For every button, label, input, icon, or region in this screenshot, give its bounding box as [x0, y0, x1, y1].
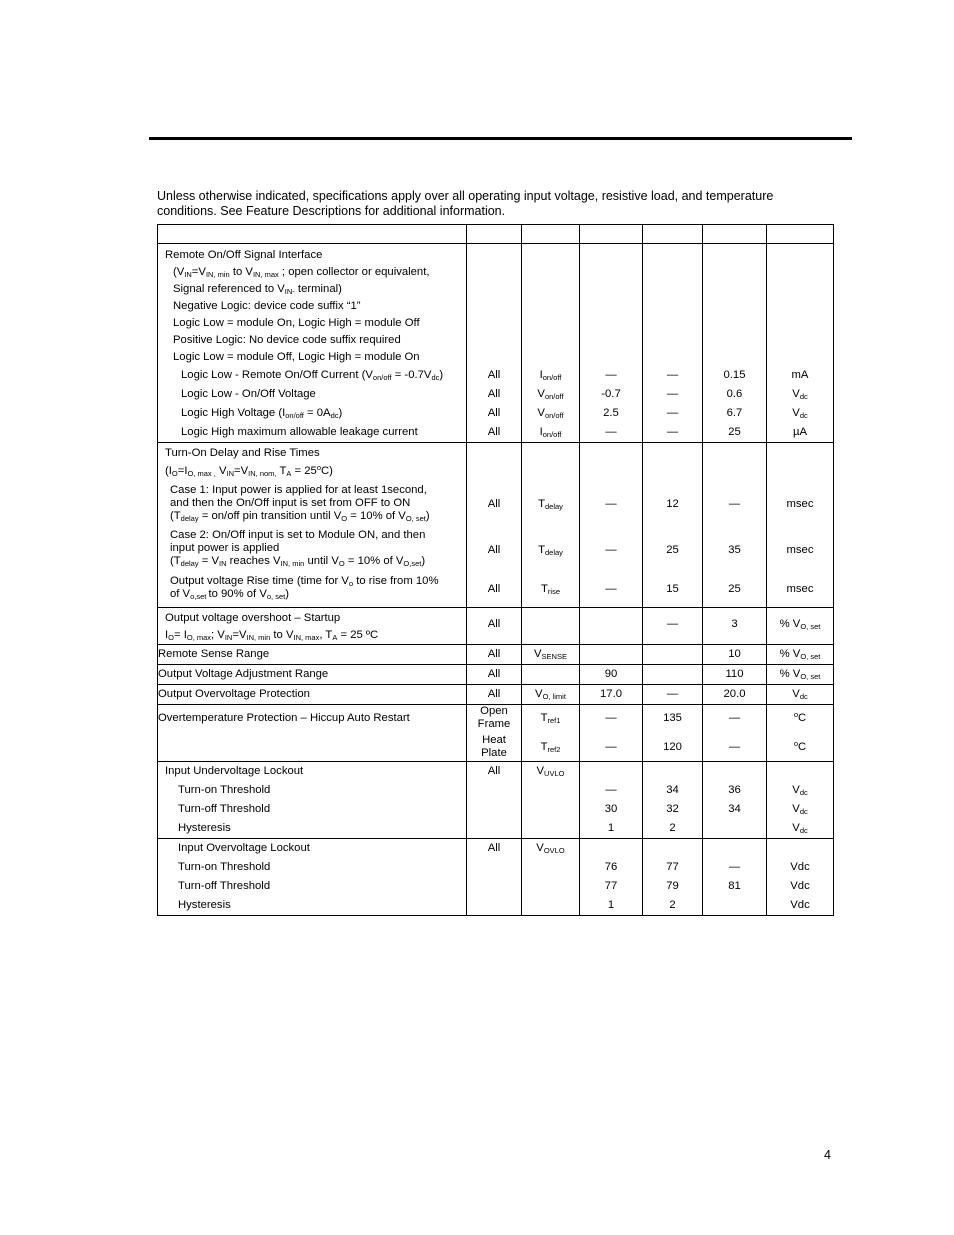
- adjustment-range-parameter: Output Voltage Adjustment Range: [158, 665, 467, 685]
- header-symbol: [522, 225, 580, 244]
- logic-low-current-label: Logic Low - Remote On/Off Current $(V_{on/off} = -0.7V_{dc})$: [181, 369, 444, 382]
- ovlo-max: — 81: [703, 839, 767, 916]
- overshoot-title: Output voltage overshoot – Startup: [165, 612, 341, 624]
- remote-onoff-conditions: ($V_{IN}=V_{IN, min}$ to $V_{IN, max}$ ; open collector or equivalent,: [173, 266, 430, 279]
- header-min: [580, 225, 643, 244]
- turn-on-delay-typ: 12 25 15: [643, 443, 703, 608]
- ovlo-turn-off-label: Turn-off Threshold: [178, 880, 271, 892]
- turn-on-delay-title: Turn-On Delay and Rise Times: [165, 447, 320, 459]
- overshoot-parameter: [158, 608, 467, 645]
- remote-sense-unit: % $V_{O, set}$: [767, 645, 834, 665]
- page-number: 4: [824, 1148, 831, 1162]
- overtemperature-max: — —: [703, 705, 767, 762]
- remote-sense-symbol: $V_{SENSE}$: [522, 645, 580, 665]
- remote-onoff-reference: Signal referenced to $V_{IN-}$ terminal): [173, 283, 342, 296]
- remote-sense-parameter: Remote Sense Range: [158, 645, 467, 665]
- header-parameter: [158, 225, 467, 244]
- overvoltage-protection-parameter: Output Overvoltage Protection: [158, 685, 467, 705]
- turn-on-delay-device: All All All: [467, 443, 522, 608]
- uvlo-turn-on-label: Turn-on Threshold: [178, 784, 271, 796]
- remote-sense-typ: [643, 645, 703, 665]
- adjustment-range-max: 110: [703, 665, 767, 685]
- overtemperature-symbol: $T_{ref1}$ $T_{ref2}$: [522, 705, 580, 762]
- remote-sense-row: [158, 645, 834, 665]
- overvoltage-protection-max: 20.0: [703, 685, 767, 705]
- uvlo-min: — 30 1: [580, 762, 643, 839]
- uvlo-device: All: [467, 762, 522, 839]
- turn-on-delay-symbol: $T_{delay}$ $T_{delay}$ $T_{rise}$: [522, 443, 580, 608]
- logic-high-leakage-label: Logic High maximum allowable leakage current: [181, 426, 418, 438]
- overvoltage-protection-device: All: [467, 685, 522, 705]
- case-1-description: Case 1: Input power is applied for at least 1second, and then the On/Off input is set from OFF to ON ($T_{delay} = on/off$ pin transition until $V_O = 10\%$ of $V_{O, set}$): [170, 484, 430, 523]
- ovlo-device: All: [467, 839, 522, 916]
- remote-onoff-title: Remote On/Off Signal Interface: [165, 249, 323, 261]
- header-row: [158, 225, 834, 244]
- positive-logic-levels: Logic Low = module Off, Logic High = module On: [173, 351, 420, 363]
- overshoot-section: [158, 608, 834, 645]
- logic-high-voltage-label: Logic High Voltage $(I_{on/off} = 0A_{dc})$: [181, 407, 343, 420]
- logic-low-voltage-label: Logic Low - On/Off Voltage: [181, 388, 316, 400]
- overshoot-unit: % $V_{O, set}$: [767, 608, 834, 645]
- turn-on-delay-conditions: ($I_O=I_{O, max ,}$ $V_{IN}=V_{IN, nom,}$ $T_A = 25^oC$): [165, 463, 333, 478]
- uvlo-unit: $V_{dc}$ $V_{dc}$ $V_{dc}$: [767, 762, 834, 839]
- remote-onoff-parameter: [158, 244, 467, 443]
- rise-time-description: Output voltage Rise time (time for $V_o$ to rise from 10% of $V_{o,set}$ to 90% of $V_{o, set}$): [170, 575, 439, 601]
- header-max: [703, 225, 767, 244]
- negative-logic-note: Negative Logic: device code suffix “1”: [173, 300, 361, 312]
- remote-sense-min: [580, 645, 643, 665]
- ovlo-min: 76 77 1: [580, 839, 643, 916]
- overvoltage-protection-row: [158, 685, 834, 705]
- remote-sense-max: 10: [703, 645, 767, 665]
- ovlo-turn-on-label: Turn-on Threshold: [178, 861, 271, 873]
- intro-line-1: Unless otherwise indicated, specifications apply over all operating input voltage, resistive load, and temperature: [157, 189, 774, 203]
- overtemperature-unit: $^o$C $^o$C: [767, 705, 834, 762]
- uvlo-hysteresis-label: Hysteresis: [178, 822, 231, 834]
- uvlo-max: 36 34: [703, 762, 767, 839]
- ovlo-unit: Vdc Vdc Vdc: [767, 839, 834, 916]
- uvlo-title: Input Undervoltage Lockout: [165, 765, 304, 777]
- overvoltage-protection-symbol: $V_{O, limit}$: [522, 685, 580, 705]
- overshoot-conditions: $I_O= I_{O, max}$; $V_{IN}=V_{IN, min}$ to $V_{IN, max}$, $T_A = 25$ ºC: [165, 629, 379, 642]
- case-2-description: Case 2: On/Off input is set to Module ON, and then input power is applied ($T_{delay} = V_{IN}$ reaches $V_{IN, min}$ until $V_O = 10\%$ of $V_{O,set}$): [170, 529, 426, 568]
- adjustment-range-symbol: [522, 665, 580, 685]
- header-device: [467, 225, 522, 244]
- ovlo-parameter: [158, 839, 467, 916]
- remote-onoff-min: — -0.7 2.5 —: [580, 244, 643, 443]
- uvlo-turn-off-label: Turn-off Threshold: [178, 803, 271, 815]
- uvlo-typ: 34 32 2: [643, 762, 703, 839]
- adjustment-range-typ: [643, 665, 703, 685]
- remote-onoff-typ: — — — —: [643, 244, 703, 443]
- overtemperature-min: — —: [580, 705, 643, 762]
- turn-on-delay-max: — 35 25: [703, 443, 767, 608]
- remote-onoff-section: [158, 244, 834, 443]
- ovlo-symbol: $V_{OVLO}$: [522, 839, 580, 916]
- remote-onoff-symbol: $I_{on/off}$ $V_{on/off}$ $V_{on/off}$ $I_{on/off}$: [522, 244, 580, 443]
- overshoot-max: 3: [703, 608, 767, 645]
- top-rule: [149, 137, 852, 140]
- overtemperature-device: Open Frame Heat Plate: [467, 705, 522, 762]
- uvlo-symbol: $V_{UVLO}$: [522, 762, 580, 839]
- turn-on-delay-unit: msec msec msec: [767, 443, 834, 608]
- turn-on-delay-parameter: [158, 443, 467, 608]
- ovlo-section: [158, 839, 834, 916]
- spec-table: [157, 224, 834, 916]
- overshoot-symbol: [522, 608, 580, 645]
- remote-onoff-unit: mA $V_{dc}$ $V_{dc}$ µA: [767, 244, 834, 443]
- ovlo-title: Input Overvoltage Lockout: [178, 842, 310, 854]
- turn-on-delay-min: — — —: [580, 443, 643, 608]
- adjustment-range-row: [158, 665, 834, 685]
- overshoot-device: All: [467, 608, 522, 645]
- overshoot-typ: —: [643, 608, 703, 645]
- adjustment-range-device: All: [467, 665, 522, 685]
- uvlo-parameter: [158, 762, 467, 839]
- negative-logic-levels: Logic Low = module On, Logic High = module Off: [173, 317, 420, 329]
- remote-onoff-max: 0.15 0.6 6.7 25: [703, 244, 767, 443]
- ovlo-typ: 77 79 2: [643, 839, 703, 916]
- intro-paragraph: [157, 189, 847, 219]
- adjustment-range-unit: % $V_{O, set}$: [767, 665, 834, 685]
- overtemperature-typ: 135 120: [643, 705, 703, 762]
- overvoltage-protection-typ: —: [643, 685, 703, 705]
- uvlo-section: [158, 762, 834, 839]
- positive-logic-note: Positive Logic: No device code suffix required: [173, 334, 401, 346]
- remote-sense-device: All: [467, 645, 522, 665]
- turn-on-delay-section: [158, 443, 834, 608]
- ovlo-hysteresis-label: Hysteresis: [178, 899, 231, 911]
- overtemperature-parameter: Overtemperature Protection – Hiccup Auto Restart: [158, 705, 467, 762]
- overvoltage-protection-unit: $V_{dc}$: [767, 685, 834, 705]
- header-typ: [643, 225, 703, 244]
- overtemperature-section: [158, 705, 834, 762]
- overvoltage-protection-min: 17.0: [580, 685, 643, 705]
- intro-line-2: conditions. See Feature Descriptions for additional information.: [157, 204, 506, 218]
- header-unit: [767, 225, 834, 244]
- overshoot-min: [580, 608, 643, 645]
- adjustment-range-min: 90: [580, 665, 643, 685]
- remote-onoff-device: All All All All: [467, 244, 522, 443]
